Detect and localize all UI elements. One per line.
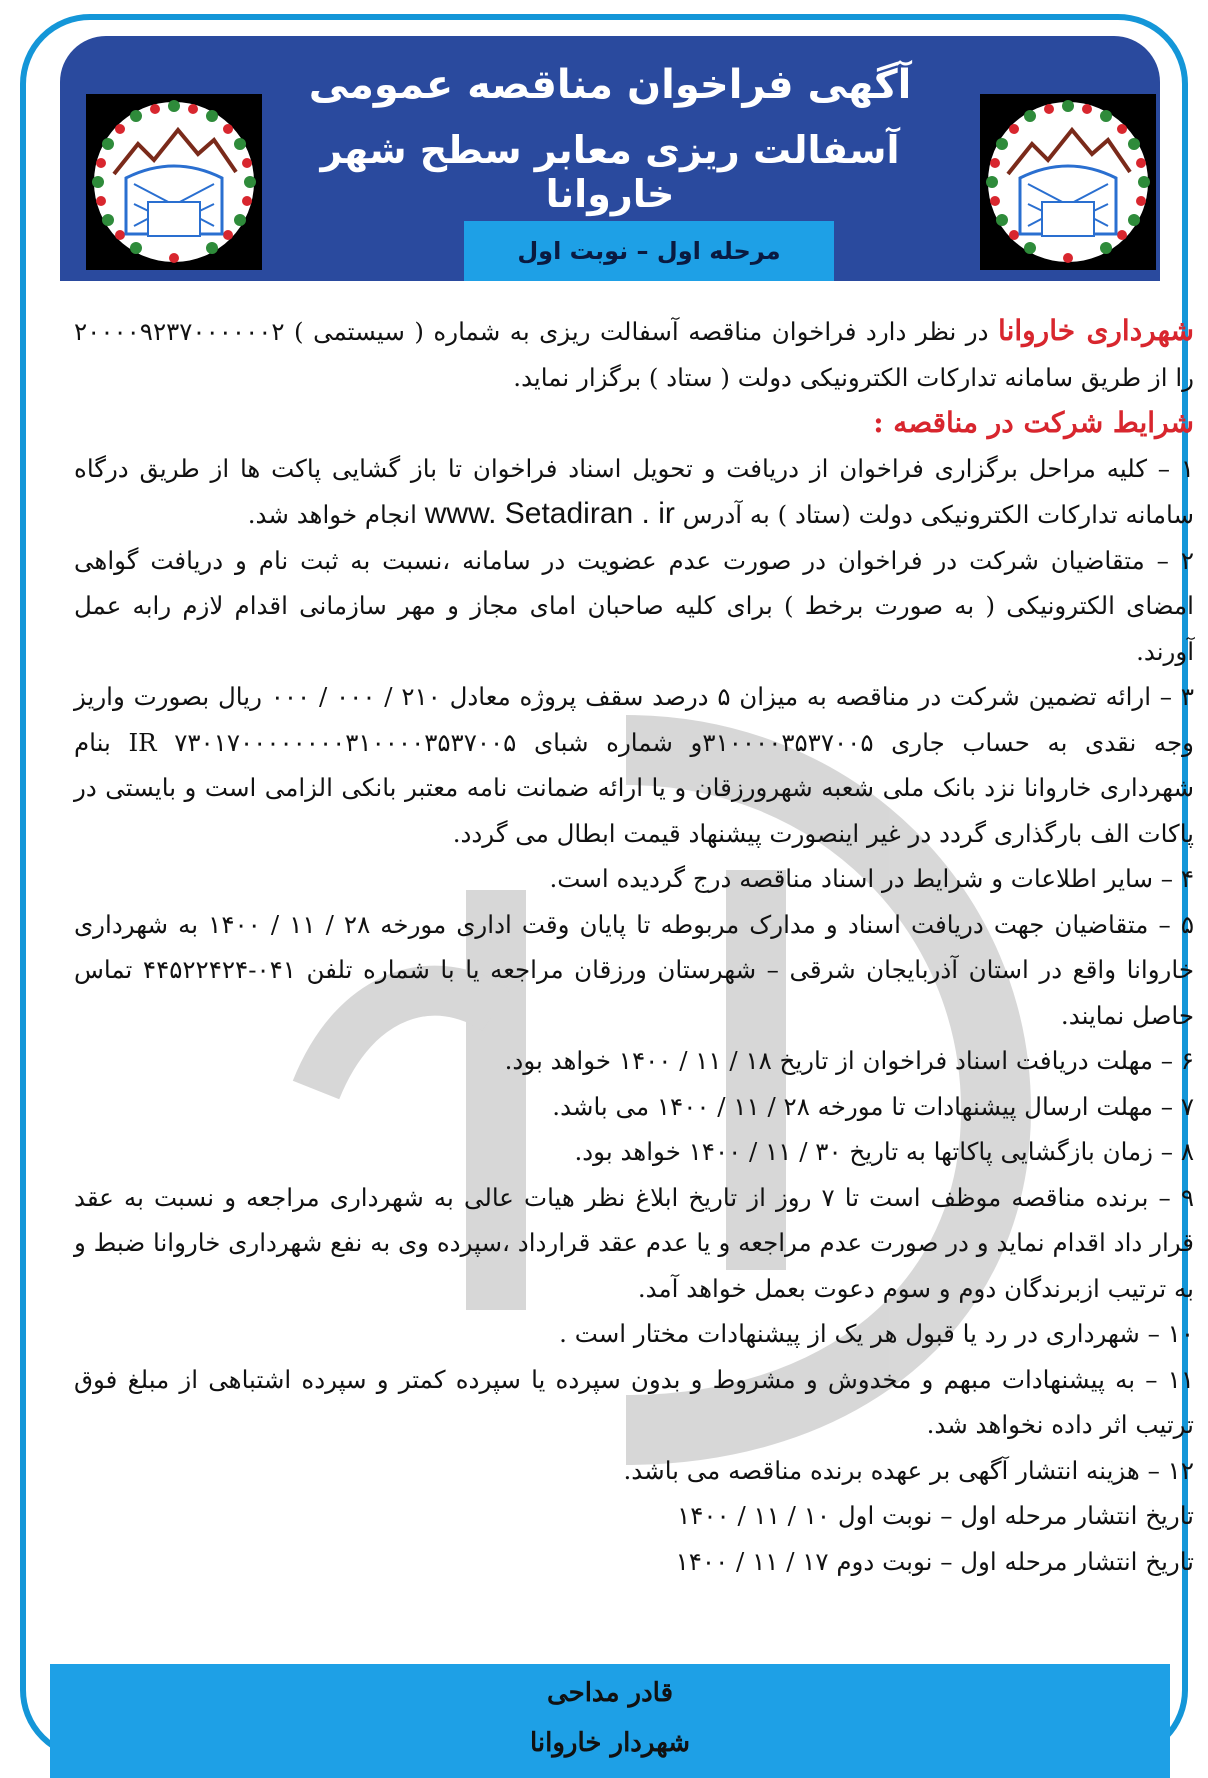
intro-text: در نظر دارد فراخوان مناقصه آسفالت ریزی به شماره ( سیستمی ) ۲۰۰۰۰۹۲۳۷۰۰۰۰۰۰۲ را از طریق سامانه تدارکات الکترونیکی دولت ( ستاد ) برگزار نماید. — [74, 317, 1194, 392]
condition-item-11: ۱۱ – به پیشنهادات مبهم و مخدوش و مشروط و بدون سپرده یا سپرده کمتر و سپرده اشتباهی از مبلغ فوق ترتیب اثر داده نخواهد شد. — [74, 1364, 1194, 1439]
publication-date-second: تاریخ انتشار مرحله اول – نوبت دوم ۱۷ / ۱۱ / ۱۴۰۰ — [675, 1546, 1194, 1576]
municipality-logo-left — [86, 94, 262, 270]
condition-item-8: ۸ – زمان بازگشایی پاکاتها به تاریخ ۳۰ / ۱۱ / ۱۴۰۰ خواهد بود. — [574, 1137, 1194, 1166]
header-banner — [60, 36, 1160, 281]
publication-date-first: تاریخ انتشار مرحله اول – نوبت اول ۱۰ / ۱۱ / ۱۴۰۰ — [677, 1501, 1194, 1530]
conditions-title: شرایط شرکت در مناقصه : — [873, 406, 1194, 439]
signatory-name: قادر مداحی — [546, 1678, 674, 1708]
notice-title: آگهی فراخوان مناقصه عمومی — [308, 62, 912, 108]
condition-item-5: ۵ – متقاضیان جهت دریافت اسناد و مدارک مربوطه تا پایان وقت اداری مورخه ۲۸ / ۱۱ / ۱۴۰۰ به شهرداری خاروانا واقع در استان آذربایجان شرقی – شهرستان ورزقان مراجعه یا با شماره تلفن ۰۴۱-۴۴۵۲۲۴۲۴ تماس حاصل نمایند. — [74, 909, 1194, 1030]
condition-item-1 — [74, 446, 1194, 538]
condition-1-text: ۱ – کلیه مراحل برگزاری فراخوان از دریافت و تحویل اسناد فراخوان تا باز گشایی پاکت ها از طریق درگاه سامانه تدارکات الکترونیکی دولت (ستاد ) به آدرس — [74, 453, 1194, 529]
signature-footer — [50, 1664, 1170, 1778]
condition-item-9: ۹ – برنده مناقصه موظف است تا ۷ روز از تاریخ ابلاغ نظر هیات عالی به شهرداری مراجعه و نسبت به عقد قرار داد اقدام نماید و در صورت عدم مراجعه و یا عدم عقد قرارداد ،سپرده وی به نفع شهرداری خاروانا ضبط و به ترتیب ازبرندگان دوم و سوم دعوت بعمل خواهد آمد. — [74, 1182, 1194, 1303]
logo-emblem-icon — [86, 94, 262, 270]
condition-1-end: انجام خواهد شد. — [247, 500, 417, 529]
condition-item-3: ۳ – ارائه تضمین شرکت در مناقصه به میزان ۵ درصد سقف پروژه معادل ۲۱۰ / ۰۰۰ / ۰۰۰ ریال بصورت واریز وجه نقدی به حساب جاری ۳۱۰۰۰۰۳۵۳۷۰۰۵و شماره شبای IR ۷۳۰۱۷۰۰۰۰۰۰۰۰۳۱۰۰۰۰۳۵۳۷۰۰۵ بنام شهرداری خاروانا نزد بانک ملی شعبه شهرورزقان و یا ارائه ضمانت نامه معتبر بانکی الزامی است و بایستی در پاکات الف بارگذاری گردد در غیر اینصورت پیشنهاد قیمت ابطال می گردد. — [74, 682, 1194, 848]
notice-frame — [20, 14, 1194, 1760]
municipality-name: شهرداری خاروانا — [998, 314, 1194, 347]
logo-emblem-icon — [980, 94, 1156, 270]
condition-item-12: ۱۲ – هزینه انتشار آگهی بر عهده برنده مناقصه می باشد. — [623, 1455, 1194, 1485]
notice-subtitle: آسفالت ریزی معابر سطح شهر خاروانا — [320, 128, 900, 216]
condition-item-10: ۱۰ – شهرداری در رد یا قبول هر یک از پیشنهادات مختار است . — [559, 1319, 1194, 1348]
condition-item-6: ۶ – مهلت دریافت اسناد فراخوان از تاریخ ۱۸ / ۱۱ / ۱۴۰۰ خواهد بود. — [504, 1046, 1194, 1075]
condition-item-7: ۷ – مهلت ارسال پیشنهادات تا مورخه ۲۸ / ۱۱ / ۱۴۰۰ می باشد. — [552, 1091, 1194, 1121]
setadiran-url: www. Setadiran . ir — [424, 497, 675, 530]
condition-item-4: ۴ – سایر اطلاعات و شرایط در اسناد مناقصه درج گردیده است. — [549, 864, 1194, 893]
notice-body — [74, 308, 1194, 1584]
municipality-logo-right — [980, 94, 1156, 270]
stage-badge: مرحله اول – نوبت اول — [464, 221, 834, 281]
signatory-position: شهردار خاروانا — [529, 1728, 690, 1758]
intro-paragraph — [74, 308, 1194, 400]
condition-item-2: ۲ – متقاضیان شرکت در فراخوان در صورت عدم عضویت در سامانه ،نسبت به ثبت نام و دریافت گواهی امضای الکترونیکی ( به صورت برخط ) برای کلیه صاحبان امای مجاز و مهر سازمانی اقدام لازم رابه عمل آورند. — [74, 545, 1194, 666]
